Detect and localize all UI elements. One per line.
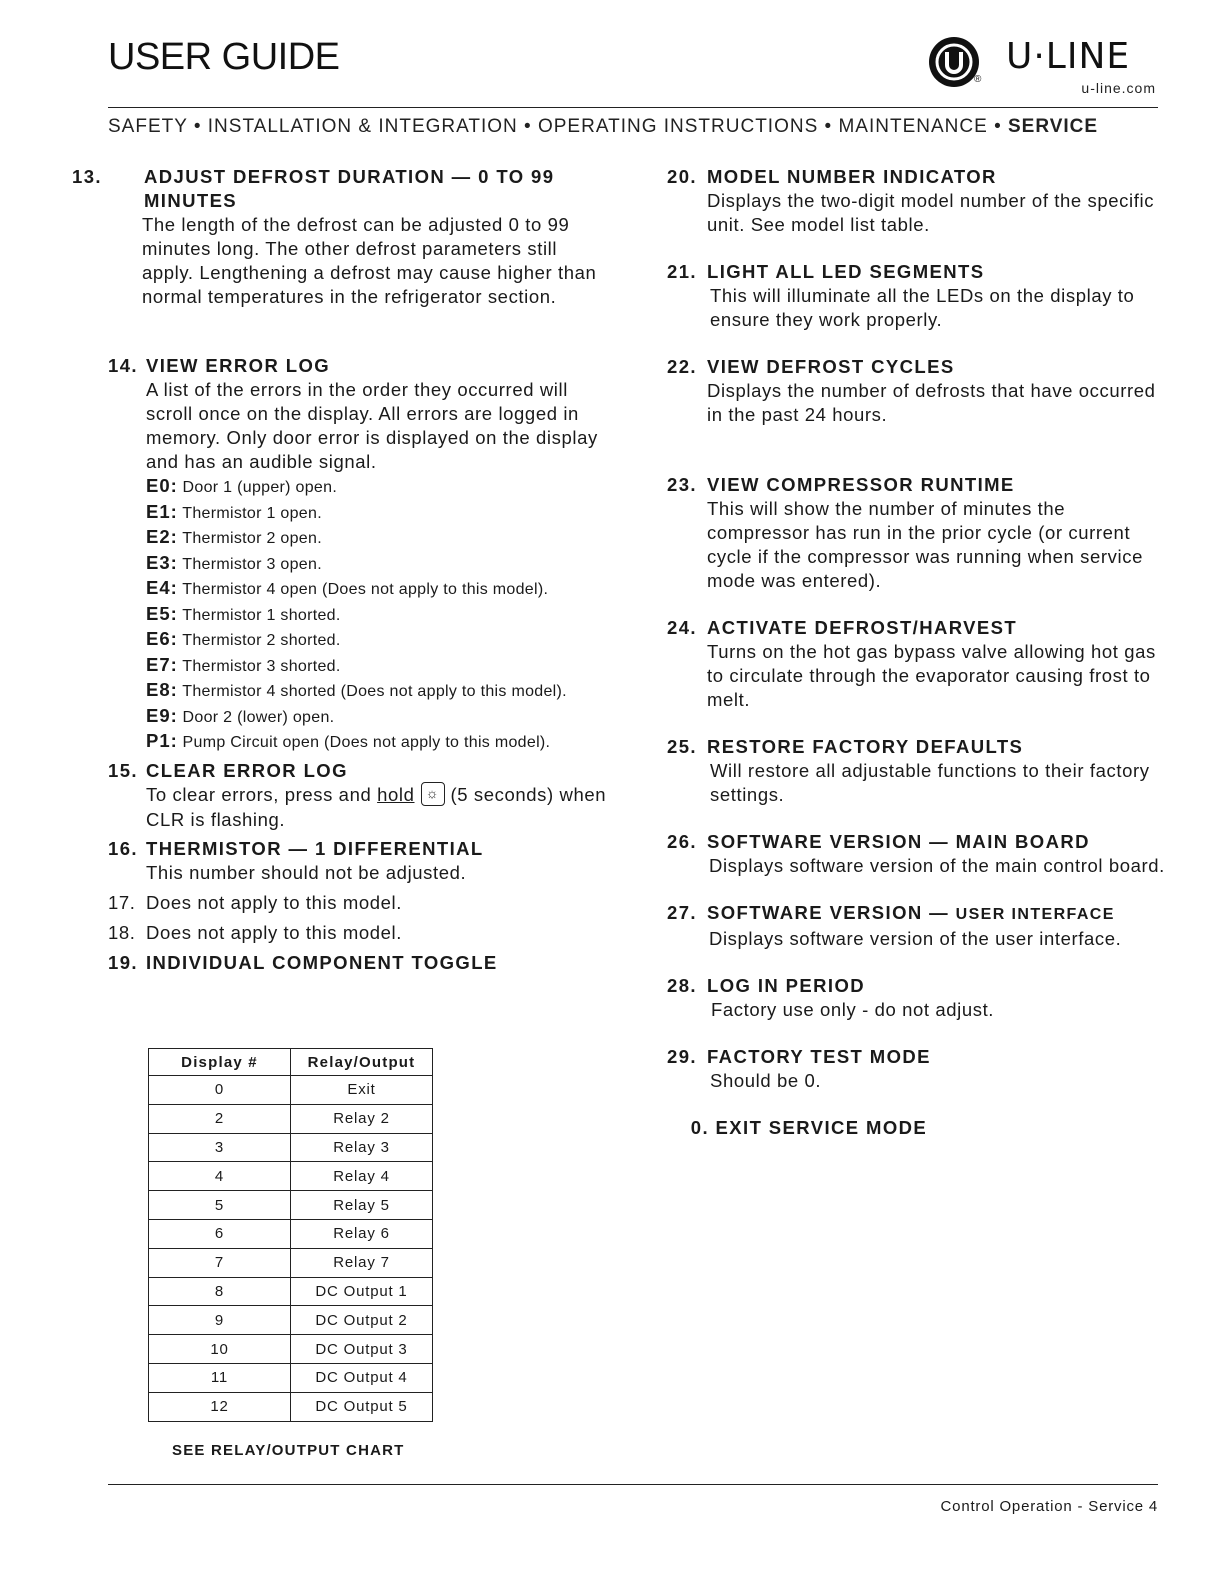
error-code-item xyxy=(146,474,608,500)
item-body: (5 seconds) when CLR is flashing. xyxy=(146,783,607,830)
error-code-item xyxy=(146,551,608,577)
relay-output-cell: DC Output 5 xyxy=(291,1392,433,1421)
error-code-item xyxy=(146,500,608,526)
item-number: 26. xyxy=(667,831,697,852)
error-code-list xyxy=(108,474,608,755)
item-body: To clear errors, press and xyxy=(146,783,372,805)
item-28 xyxy=(667,974,1167,1022)
error-description: Thermistor 2 shorted. xyxy=(182,632,341,649)
item-29 xyxy=(667,1045,1167,1093)
item-19 xyxy=(108,951,608,975)
item-number: 27. xyxy=(667,902,697,923)
nav-maintenance[interactable]: MAINTENANCE xyxy=(838,116,988,137)
page-title: USER GUIDE xyxy=(108,36,340,78)
error-code: E4: xyxy=(146,577,178,598)
error-description: Thermistor 4 shorted (Does not apply to this model). xyxy=(182,683,567,700)
nav-operating[interactable]: OPERATING INSTRUCTIONS xyxy=(537,116,819,137)
item-body: Will restore all adjustable functions to their factory settings. xyxy=(710,760,1150,805)
table-row xyxy=(149,1076,433,1105)
item-heading: RESTORE FACTORY DEFAULTS xyxy=(707,736,1024,757)
nav-separator: • xyxy=(994,116,1002,137)
item-number: 18. xyxy=(108,921,136,943)
item-25 xyxy=(667,735,1167,807)
item-16 xyxy=(108,837,608,885)
item-body: Turns on the hot gas bypass valve allowing hot gas to circulate through the evaporator causing frost to melt. xyxy=(707,641,1156,710)
item-heading: SOFTWARE VERSION — MAIN BOARD xyxy=(707,831,1090,852)
error-description: Thermistor 1 open. xyxy=(182,504,322,522)
table-row xyxy=(149,1219,433,1248)
item-heading: VIEW COMPRESSOR RUNTIME xyxy=(707,474,1015,495)
registered-mark: ® xyxy=(974,74,982,85)
table-header-row xyxy=(149,1049,433,1076)
error-code-item xyxy=(146,653,608,679)
item-heading: FACTORY TEST MODE xyxy=(707,1046,931,1067)
error-code: E9: xyxy=(146,704,178,726)
error-description: Thermistor 2 open. xyxy=(182,530,322,547)
item-heading: LIGHT ALL LED SEGMENTS xyxy=(707,261,985,282)
item-20 xyxy=(667,165,1167,237)
error-description: Thermistor 4 open (Does not apply to this model). xyxy=(182,581,549,598)
light-button-icon: ☼ xyxy=(421,782,445,806)
table-row xyxy=(149,1133,433,1162)
display-number-cell: 5 xyxy=(149,1191,291,1220)
error-description: Thermistor 3 shorted. xyxy=(182,657,341,675)
display-number-cell: 2 xyxy=(149,1104,291,1133)
relay-output-table xyxy=(148,1048,433,1422)
item-number: 14. xyxy=(108,355,138,376)
table-row xyxy=(149,1306,433,1335)
brand-name: U·LINE xyxy=(1006,36,1131,77)
section-nav xyxy=(108,116,1098,138)
item-number: 0. xyxy=(690,1117,709,1138)
error-code-item xyxy=(146,704,608,730)
item-number: 29. xyxy=(667,1046,697,1067)
relay-output-cell: DC Output 1 xyxy=(291,1277,433,1306)
error-description: Pump Circuit open (Does not apply to this model). xyxy=(182,734,551,751)
table-row xyxy=(149,1363,433,1392)
table-row xyxy=(149,1335,433,1364)
error-code-item xyxy=(146,729,608,755)
item-number: 28. xyxy=(667,975,697,996)
item-21 xyxy=(667,260,1167,332)
item-heading: ACTIVATE DEFROST/HARVEST xyxy=(707,617,1018,638)
item-number: 19. xyxy=(108,951,138,973)
item-15 xyxy=(108,759,608,832)
relay-output-cell: Exit xyxy=(291,1076,433,1105)
relay-output-cell: Relay 2 xyxy=(291,1104,433,1133)
item-18 xyxy=(108,921,608,945)
footer-divider xyxy=(108,1484,1158,1485)
display-number-cell: 6 xyxy=(149,1219,291,1248)
relay-output-cell: Relay 5 xyxy=(291,1191,433,1220)
item-number: 21. xyxy=(667,261,697,282)
item-number: 20. xyxy=(667,166,697,187)
error-code: E1: xyxy=(146,500,178,522)
column-header: Display # xyxy=(149,1049,291,1076)
display-number-cell: 8 xyxy=(149,1277,291,1306)
item-23 xyxy=(667,473,1167,593)
brand-logo xyxy=(928,34,1160,96)
item-number: 17. xyxy=(108,891,136,913)
item-body: The length of the defrost can be adjusted 0 to 99 minutes long. The other defrost parameters still apply. Lengthening a defrost may cause higher than normal temperatures in the refrigerator section. xyxy=(142,214,597,307)
item-body: Displays the two-digit model number of the specific unit. See model list table. xyxy=(707,190,1155,235)
item-heading: MODEL NUMBER INDICATOR xyxy=(707,166,997,187)
hold-emphasis: hold xyxy=(377,783,415,805)
error-code-item xyxy=(146,678,608,704)
header-divider xyxy=(108,107,1158,108)
item-body: This will illuminate all the LEDs on the display to ensure they work properly. xyxy=(710,285,1135,330)
item-heading: EXIT SERVICE MODE xyxy=(715,1117,928,1138)
brand-url[interactable]: u-line.com xyxy=(1081,80,1156,96)
relay-output-cell: Relay 7 xyxy=(291,1248,433,1277)
item-number: 22. xyxy=(667,356,697,377)
item-number: 15. xyxy=(108,759,138,781)
display-number-cell: 11 xyxy=(149,1363,291,1392)
item-heading: INDIVIDUAL COMPONENT TOGGLE xyxy=(146,951,498,973)
item-body: This will show the number of minutes the compressor has run in the prior cycle (or current cycle if the compressor was running when service mode was entered). xyxy=(707,498,1143,591)
error-code: E5: xyxy=(146,602,178,624)
item-14 xyxy=(108,354,608,755)
table-row xyxy=(149,1191,433,1220)
item-heading: ADJUST DEFROST DURATION — 0 TO 99 MINUTES xyxy=(144,166,555,211)
item-0 xyxy=(667,1116,1167,1140)
item-number: 24. xyxy=(667,617,697,638)
error-description: Door 2 (lower) open. xyxy=(182,708,335,726)
display-number-cell: 12 xyxy=(149,1392,291,1421)
item-text: Does not apply to this model. xyxy=(146,921,402,943)
error-code: E7: xyxy=(146,653,178,675)
table-row xyxy=(149,1248,433,1277)
column-header: Relay/Output xyxy=(291,1049,433,1076)
item-13 xyxy=(72,165,608,309)
relay-output-cell: Relay 3 xyxy=(291,1133,433,1162)
item-heading: LOG IN PERIOD xyxy=(707,975,865,996)
item-body: Factory use only - do not adjust. xyxy=(711,999,995,1020)
display-number-cell: 9 xyxy=(149,1306,291,1335)
error-code-item xyxy=(146,525,608,551)
item-heading: THERMISTOR — 1 DIFFERENTIAL xyxy=(146,837,484,859)
item-heading: SOFTWARE VERSION — xyxy=(707,902,950,923)
nav-service[interactable]: SERVICE xyxy=(1008,116,1099,137)
error-code: E3: xyxy=(146,551,178,573)
page-footer: Control Operation - Service 4 xyxy=(940,1498,1158,1515)
item-26 xyxy=(667,830,1167,878)
error-code: E6: xyxy=(146,628,178,649)
error-code-item xyxy=(146,602,608,628)
nav-separator: • xyxy=(524,116,532,137)
item-text: Does not apply to this model. xyxy=(146,891,402,913)
item-heading: VIEW ERROR LOG xyxy=(146,355,331,376)
error-code: E8: xyxy=(146,679,178,700)
item-body: Displays software version of the user interface. xyxy=(709,928,1122,949)
error-description: Thermistor 1 shorted. xyxy=(182,606,341,624)
item-body: This number should not be adjusted. xyxy=(146,861,467,883)
item-number: 25. xyxy=(667,736,697,757)
table-row xyxy=(149,1277,433,1306)
error-code-item xyxy=(146,576,608,602)
display-number-cell: 10 xyxy=(149,1335,291,1364)
item-body: Displays the number of defrosts that have occurred in the past 24 hours. xyxy=(707,380,1156,425)
item-24 xyxy=(667,616,1167,712)
nav-separator: • xyxy=(193,116,202,137)
item-body: Displays software version of the main control board. xyxy=(709,855,1165,876)
table-row xyxy=(149,1162,433,1191)
relay-output-cell: Relay 4 xyxy=(291,1162,433,1191)
table-row xyxy=(149,1104,433,1133)
table-row xyxy=(149,1392,433,1421)
item-body: A list of the errors in the order they occurred will scroll once on the display. All errors are logged in memory. Only door error is displayed on the display and has an audible signal. xyxy=(146,379,598,472)
item-number: 16. xyxy=(108,837,138,859)
item-number: 23. xyxy=(667,474,697,495)
item-body: Should be 0. xyxy=(710,1070,822,1091)
error-code: P1: xyxy=(146,730,178,751)
item-heading: VIEW DEFROST CYCLES xyxy=(707,356,955,377)
relay-output-cell: Relay 6 xyxy=(291,1219,433,1248)
error-code: E2: xyxy=(146,526,178,547)
relay-output-cell: DC Output 3 xyxy=(291,1335,433,1364)
left-column xyxy=(72,165,608,975)
uline-logo-icon xyxy=(928,36,980,88)
relay-output-cell: DC Output 4 xyxy=(291,1363,433,1392)
error-code: E0: xyxy=(146,475,178,496)
item-heading-sub: USER INTERFACE xyxy=(955,906,1115,923)
right-column xyxy=(667,165,1167,1140)
display-number-cell: 4 xyxy=(149,1162,291,1191)
error-description: Thermistor 3 open. xyxy=(182,555,322,573)
nav-safety[interactable]: SAFETY xyxy=(108,116,188,137)
item-22 xyxy=(667,355,1167,427)
error-code-item xyxy=(146,627,608,653)
item-heading: CLEAR ERROR LOG xyxy=(146,759,348,781)
display-number-cell: 3 xyxy=(149,1133,291,1162)
nav-installation[interactable]: INSTALLATION & INTEGRATION xyxy=(207,116,518,137)
display-number-cell: 7 xyxy=(149,1248,291,1277)
item-27 xyxy=(667,901,1167,951)
error-description: Door 1 (upper) open. xyxy=(182,479,338,496)
item-number: 13. xyxy=(72,166,102,187)
relay-output-cell: DC Output 2 xyxy=(291,1306,433,1335)
display-number-cell: 0 xyxy=(149,1076,291,1105)
nav-separator: • xyxy=(824,116,833,137)
table-caption: SEE RELAY/OUTPUT CHART xyxy=(172,1442,405,1459)
item-17 xyxy=(108,891,608,915)
